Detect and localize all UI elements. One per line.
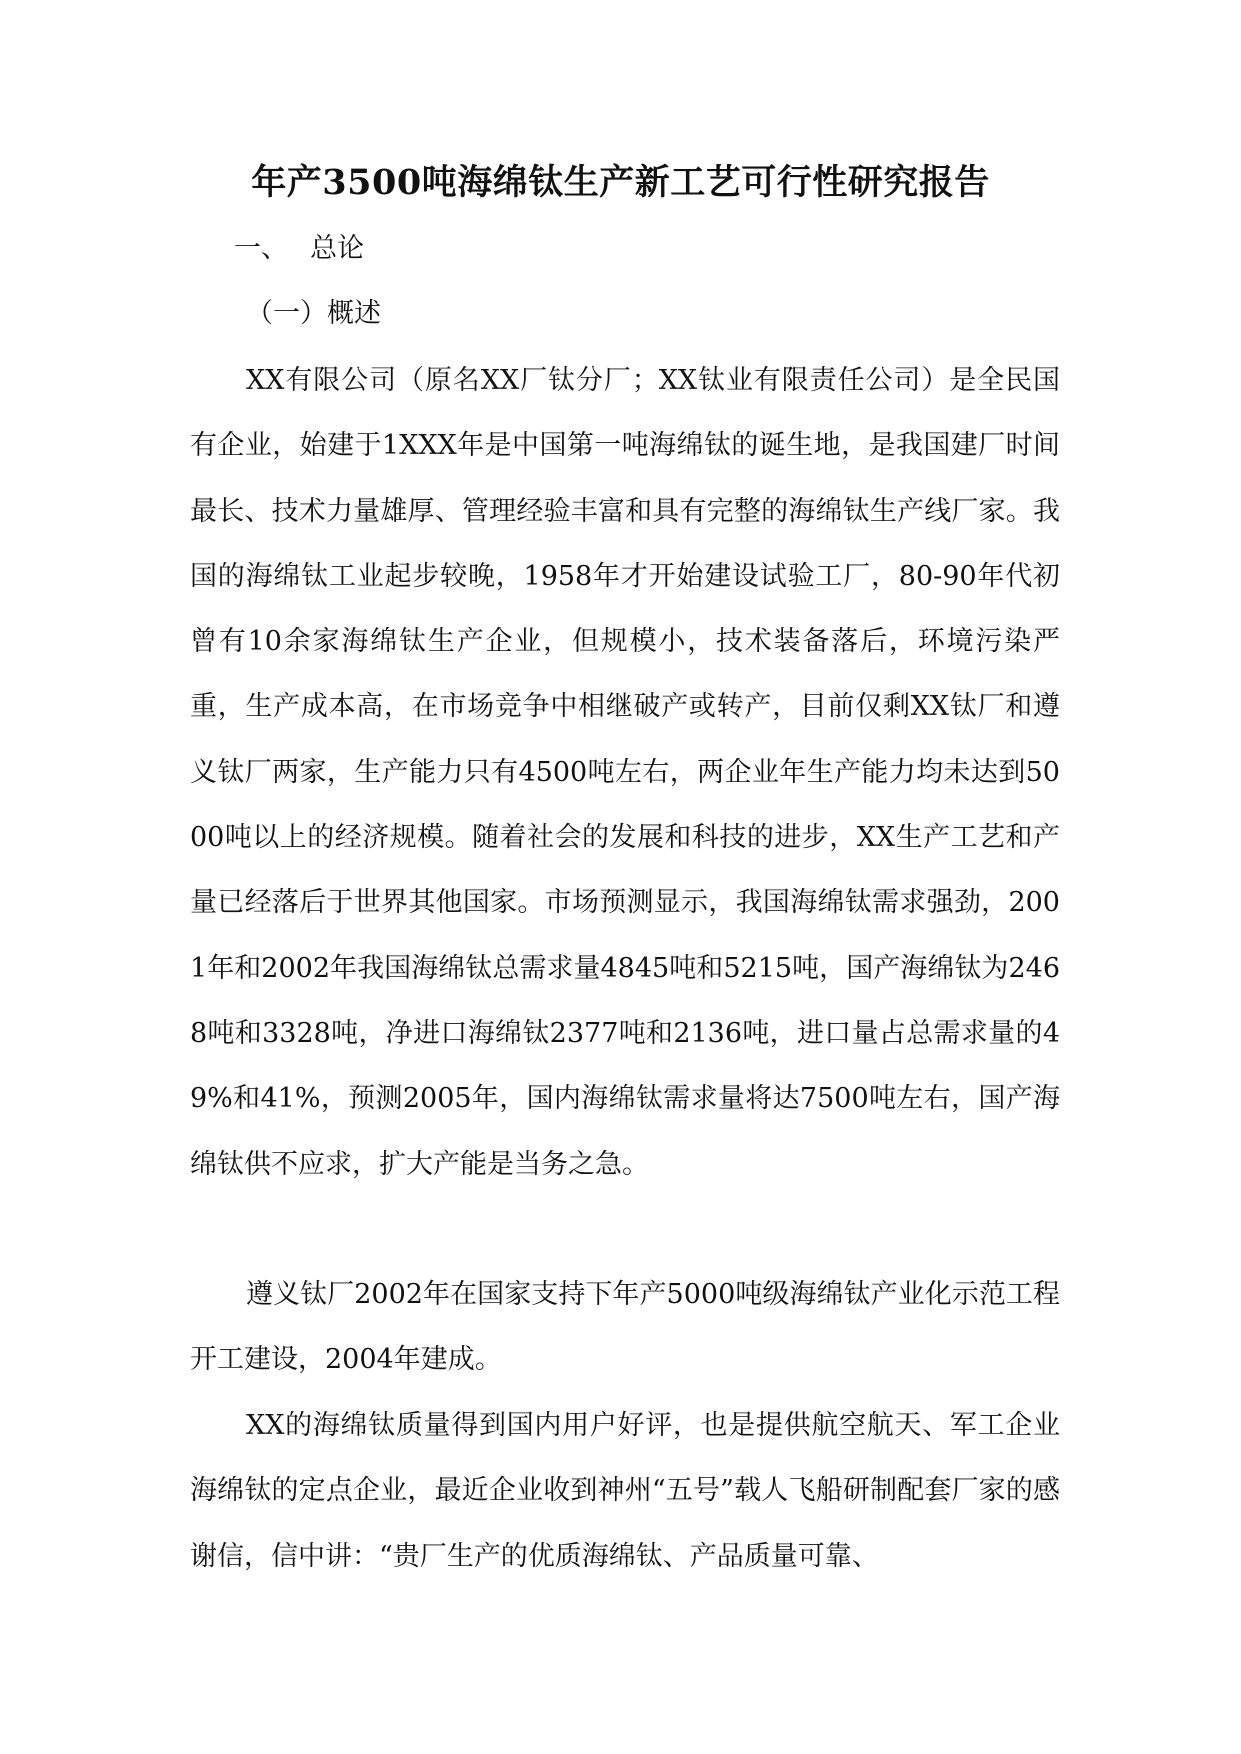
subsection-heading: （一）概述 (246, 298, 381, 329)
section-heading (234, 229, 364, 269)
paragraph-quality: XX的海绵钛质量得到国内用户好评，也是提供航空航天、军工企业海绵钛的定点企业，最近企业收到神州“五号”载人飞船研制配套厂家的感谢信，信中讲：“贵厂生产的优质海绵钛、产品质量可靠、 (190, 1410, 1060, 1572)
section-number: 一、 (234, 233, 288, 264)
section-title: 总论 (310, 233, 364, 264)
paragraph-zunyi: 遵义钛厂2002年在国家支持下年产5000吨级海绵钛产业化示范工程开工建设，2004年建成。 (190, 1279, 1060, 1376)
paragraph-overview: XX有限公司（原名XX厂钛分厂；XX钛业有限责任公司）是全民国有企业，始建于1XXX年是中国第一吨海绵钛的诞生地，是我国建厂时间最长、技术力量雄厚、管理经验丰富和具有完整的海绵钛生产线厂家。我国的海绵钛工业起步较晚，1958年才开始建设试验工厂，80-90年代初曾有10余家海绵钛生产企业，但规模小，技术装备落后，环境污染严重，生产成本高，在市场竞争中相继破产或转产，目前仅剩XX钛厂和遵义钛厂两家，生产能力只有4500吨左右，两企业年生产能力均未达到5000吨以上的经济规模。随着社会的发展和科技的进步，XX生产工艺和产量已经落后于世界其他国家。市场预测显示，我国海绵钛需求强劲，2001年和2002年我国海绵钛总需求量4845吨和5215吨，国产海绵钛为2468吨和3328吨，净进口海绵钛2377吨和2136吨，进口量占总需求量的49%和41%，预测2005年，国内海绵钛需求量将达7500吨左右，国产海绵钛供不应求，扩大产能是当务之急。 (190, 365, 1060, 1180)
document-title: 年产3500吨海绵钛生产新工艺可行性研究报告 (251, 162, 990, 203)
